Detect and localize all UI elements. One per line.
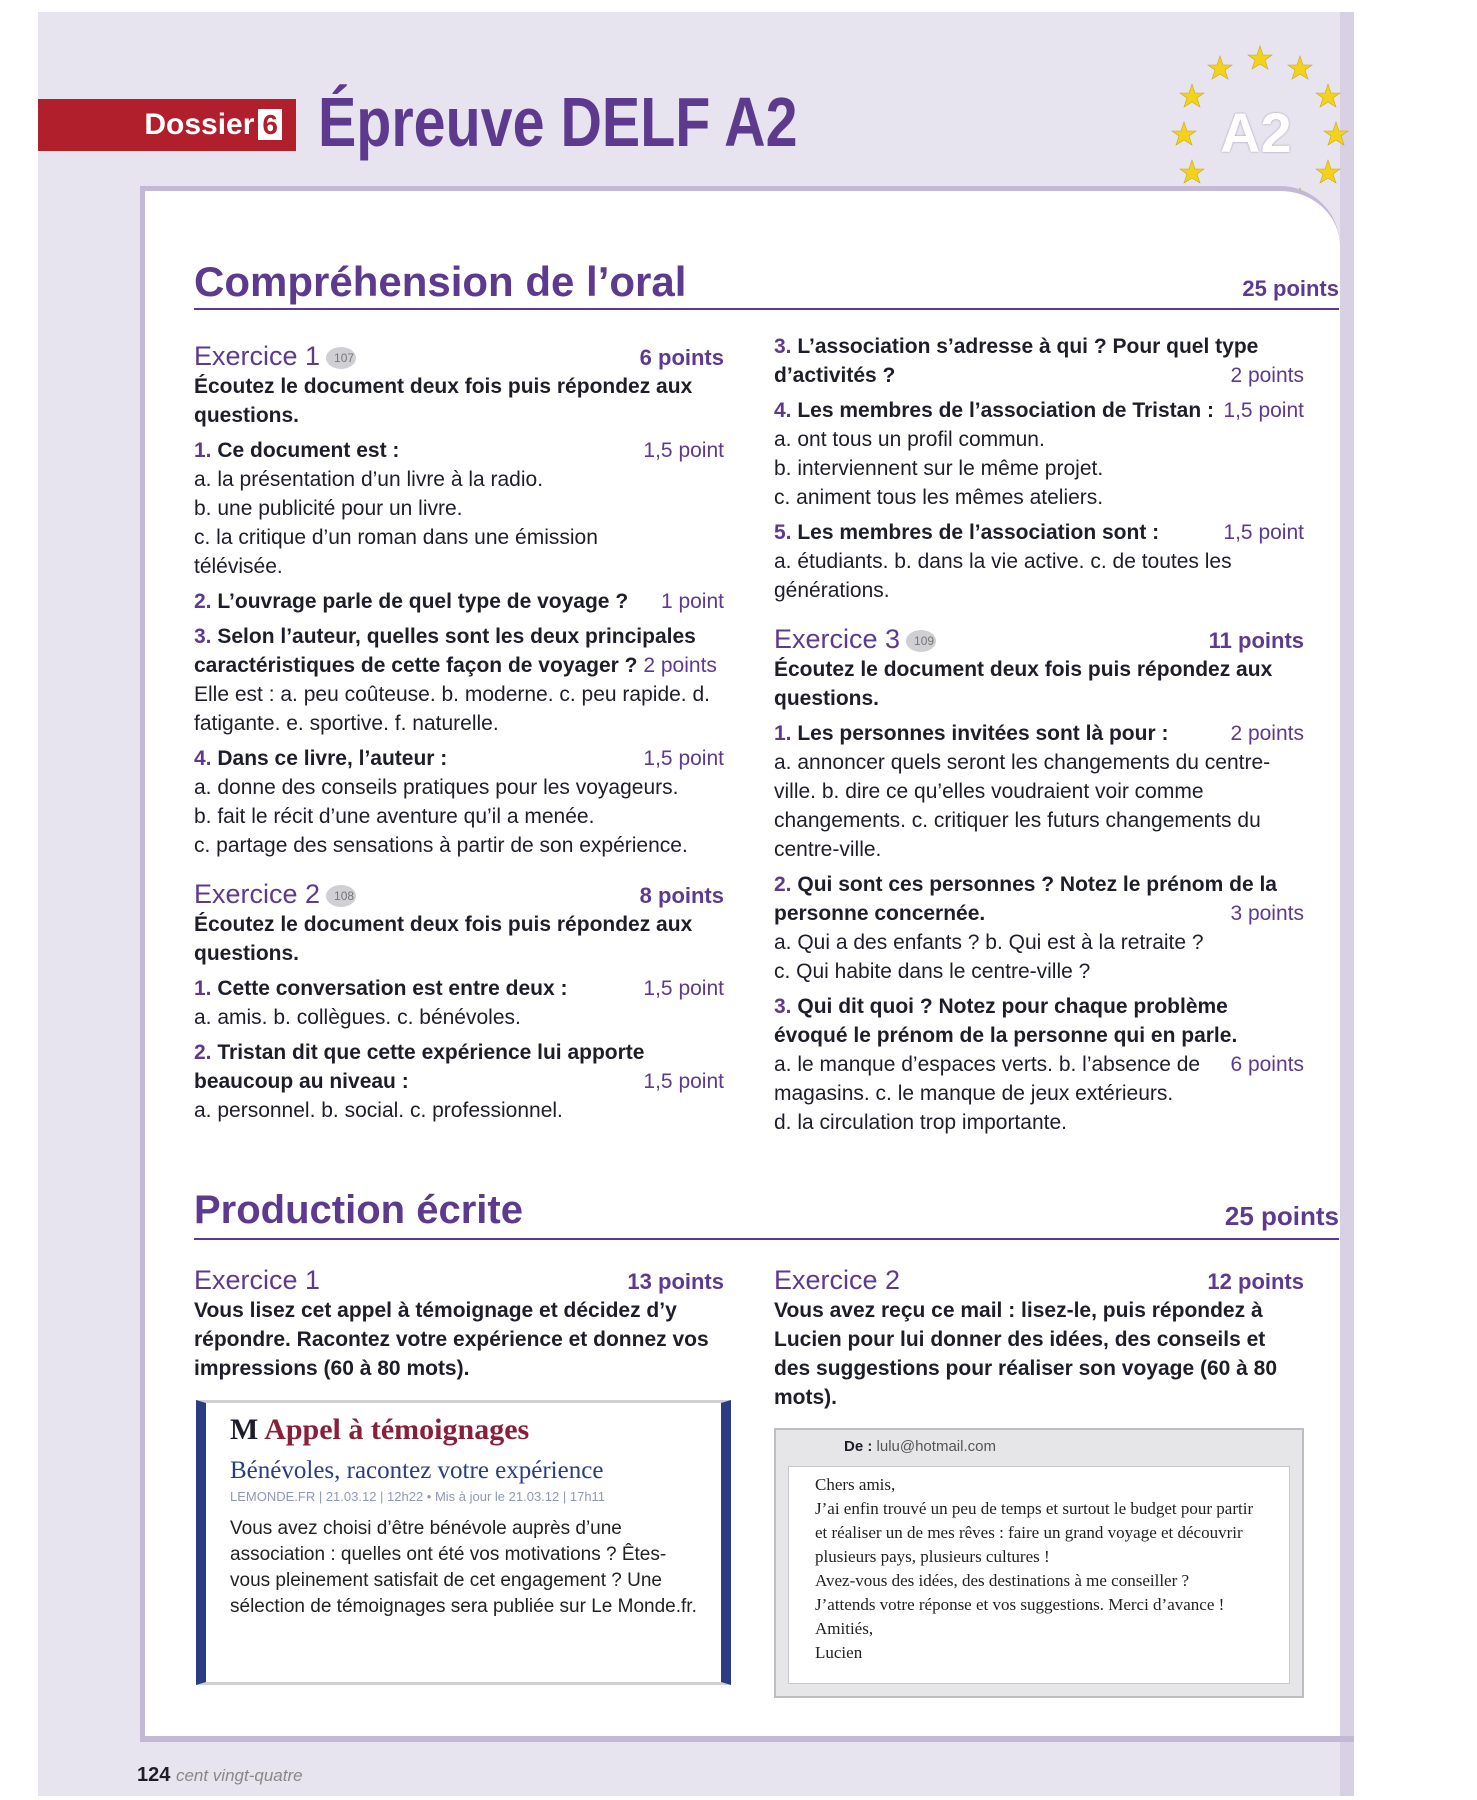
question-points: 1,5 point	[643, 747, 724, 770]
email-body	[788, 1466, 1290, 1684]
question	[774, 719, 1304, 748]
question-text: Les membres de l’association sont :	[797, 521, 1160, 544]
exercise-instruction: Vous lisez cet appel à témoignage et décidez d’y répondre. Racontez votre expérience et donnez vos impressions (60 à 80 mots).	[194, 1299, 709, 1380]
question-text: Cette conversation est entre deux :	[217, 977, 568, 1000]
exercise-points: 12 points	[1207, 1269, 1304, 1294]
exercise-instruction: Écoutez le document deux fois puis répondez aux questions.	[194, 913, 693, 965]
question	[194, 1038, 724, 1096]
page-edge	[1340, 12, 1354, 1796]
answer-option: b. fait le récit d’une aventure qu’il a menée.	[194, 805, 595, 828]
question	[774, 870, 1304, 928]
email-line: Chers amis,	[815, 1475, 896, 1494]
question-text: Selon l’auteur, quelles sont les deux principales caractéristiques de cette façon de voyager ?	[194, 625, 696, 677]
question-number: 3.	[774, 995, 792, 1018]
cd-track-icon: 109	[906, 630, 936, 652]
question	[194, 436, 724, 465]
exercise-title: Exercice 2	[774, 1265, 901, 1295]
exercise-points: 13 points	[627, 1269, 724, 1294]
question-number: 3.	[774, 335, 792, 358]
exercise-2-header	[194, 880, 724, 910]
answer-option: a. la présentation d’un livre à la radio.	[194, 468, 544, 491]
email-from	[844, 1438, 1302, 1455]
exercise-title: Exercice 2	[194, 879, 321, 909]
question-text: L’association s’adresse à qui ? Pour quel type d’activités ?	[774, 335, 1259, 387]
answer-option: a. le manque d’espaces verts. b. l’absence de magasins. c. le manque de jeux extérieurs.	[774, 1053, 1201, 1105]
ecrite-left-column	[194, 1262, 724, 1383]
email-line: Lucien	[815, 1643, 863, 1662]
answer-options: Elle est : a. peu coûteuse. b. moderne. c. peu rapide. d. fatigante. e. sportive. f. naturelle.	[194, 683, 710, 735]
exercise-instruction: Écoutez le document deux fois puis répondez aux questions.	[194, 375, 693, 427]
page-number-words: cent vingt-quatre	[175, 1766, 303, 1785]
box-meta: LEMONDE.FR | 21.03.12 | 12h22 • Mis à jour le 21.03.12 | 17h11	[230, 1489, 606, 1504]
question-number: 3.	[194, 625, 212, 648]
question-number: 1.	[774, 722, 792, 745]
answer-option: c. partage des sensations à partir de son expérience.	[194, 834, 688, 857]
question-number: 2.	[194, 1041, 212, 1064]
box-title-text: Appel à témoignages	[264, 1413, 530, 1446]
answer-options: a. personnel. b. social. c. professionnel.	[194, 1099, 563, 1122]
star-icon	[1324, 122, 1348, 145]
star-icon	[1208, 56, 1232, 79]
question-text: Les personnes invitées sont là pour :	[797, 722, 1169, 745]
question-points: 1,5 point	[643, 439, 724, 462]
question-text: Qui dit quoi ? Notez pour chaque problème évoqué le prénom de la personne qui en parle.	[774, 995, 1238, 1047]
page-number: 124	[137, 1764, 171, 1786]
exercise-instruction: Écoutez le document deux fois puis répondez aux questions.	[774, 658, 1273, 710]
dossier-number: 6	[258, 109, 282, 140]
answer-options: a. annoncer quels seront les changements du centre-ville. b. dire ce qu’elles voudraient voir comme changements. c. critiquer les futurs changements du centre-ville.	[774, 751, 1271, 861]
appel-temoignages-box	[196, 1400, 731, 1685]
question-number: 5.	[774, 521, 792, 544]
star-icon	[1172, 122, 1196, 145]
section-title-ecrite: Production écrite	[194, 1188, 523, 1232]
le-monde-logo-icon: M	[230, 1413, 259, 1446]
exercise-title: Exercice 1	[194, 341, 321, 371]
page-title: Épreuve DELF A2	[318, 83, 798, 161]
answer-option: d. la circulation trop importante.	[774, 1111, 1067, 1134]
answer-options: a. étudiants. b. dans la vie active. c. de toutes les générations.	[774, 550, 1232, 602]
question	[194, 587, 724, 616]
box-subtitle: Bénévoles, racontez votre expérience	[230, 1457, 604, 1484]
email-line: J’attends votre réponse et vos suggestions. Merci d’avance !	[815, 1595, 1225, 1614]
question-number: 2.	[194, 590, 212, 613]
question-points: 1,5 point	[1223, 399, 1304, 422]
question-text: Dans ce livre, l’auteur :	[217, 747, 448, 770]
question	[774, 518, 1304, 547]
exercise-instruction: Vous avez reçu ce mail : lisez-le, puis répondez à Lucien pour lui donner des idées, des conseils et des suggestions pour réaliser son voyage (60 à 80 mots).	[774, 1299, 1278, 1409]
question	[194, 622, 724, 680]
answer-option: c. Qui habite dans le centre-ville ?	[774, 960, 1091, 983]
question-text: L’ouvrage parle de quel type de voyage ?	[217, 590, 629, 613]
question	[194, 744, 724, 773]
question-text: Tristan dit que cette expérience lui apporte beaucoup au niveau :	[194, 1041, 645, 1093]
section-points-ecrite: 25 points	[1224, 1201, 1339, 1231]
cd-track-icon: 107	[326, 347, 356, 369]
exercise-points: 8 points	[639, 883, 724, 908]
exercise-title: Exercice 1	[194, 1265, 321, 1295]
question-text: Les membres de l’association de Tristan :	[797, 399, 1215, 422]
oral-left-column	[194, 338, 724, 1125]
answer-options: a. amis. b. collègues. c. bénévoles.	[194, 1006, 521, 1029]
exercise-points: 11 points	[1208, 628, 1304, 653]
question-number: 4.	[774, 399, 792, 422]
section-points-oral: 25 points	[1242, 276, 1339, 301]
dossier-text: Dossier	[144, 108, 255, 141]
star-icon	[1316, 160, 1340, 183]
question-points: 2 points	[1230, 722, 1304, 745]
question-points: 1,5 point	[1223, 521, 1304, 544]
section-title-oral: Compréhension de l’oral	[194, 258, 687, 305]
star-icon	[1180, 160, 1204, 183]
email-from-address: lulu@hotmail.com	[876, 1438, 996, 1455]
question-points: 1 point	[660, 590, 724, 613]
question-points: 1,5 point	[643, 1070, 724, 1093]
question	[774, 992, 1304, 1076]
cd-track-icon: 108	[326, 885, 356, 907]
email-line: Amitiés,	[815, 1619, 874, 1638]
answer-option: b. interviennent sur le même projet.	[774, 457, 1104, 480]
exercise-header	[194, 1266, 724, 1296]
section-header-ecrite	[194, 1188, 1339, 1240]
question	[194, 974, 724, 1003]
star-icon	[1288, 56, 1312, 79]
email-from-label: De :	[844, 1438, 873, 1455]
email-box	[774, 1428, 1304, 1698]
question-points: 2 points	[643, 654, 717, 677]
email-line: Avez-vous des idées, des destinations à me conseiller ?	[815, 1571, 1190, 1590]
question-text: Qui sont ces personnes ? Notez le prénom de la personne concernée.	[774, 873, 1277, 925]
bottom-band	[140, 1736, 1354, 1742]
page-footer	[137, 1764, 303, 1787]
email-line: J’ai enfin trouvé un peu de temps et surtout le budget pour partir et réaliser un de mes rêves : faire un grand voyage et découvrir plusieurs pays, plusieurs cultures !	[815, 1499, 1254, 1566]
question-number: 2.	[774, 873, 792, 896]
answer-option: c. la critique d’un roman dans une émission télévisée.	[194, 526, 598, 578]
answer-option: a. ont tous un profil commun.	[774, 428, 1045, 451]
exercise-3-header	[774, 625, 1304, 655]
exercise-header	[774, 1266, 1304, 1296]
answer-option: c. animent tous les mêmes ateliers.	[774, 486, 1104, 509]
question	[774, 396, 1304, 425]
exercise-1-header	[194, 342, 724, 372]
answer-option: a. Qui a des enfants ? b. Qui est à la retraite ?	[774, 931, 1204, 954]
section-header-oral	[194, 258, 1339, 310]
question-number: 1.	[194, 439, 212, 462]
star-icon	[1316, 84, 1340, 107]
level-badge: A2	[1220, 101, 1292, 164]
question-number: 1.	[194, 977, 212, 1000]
box-body: Vous avez choisi d’être bénévole auprès d’une association : quelles ont été vos motivations ? Êtes-vous pleinement satisfait de cet engagement ? Une sélection de témoignages sera publiée sur Le Monde.fr.	[230, 1518, 697, 1617]
star-icon	[1180, 84, 1204, 107]
ecrite-right-column	[774, 1262, 1304, 1412]
question-points: 1,5 point	[643, 977, 724, 1000]
question-points: 6 points	[1230, 1053, 1304, 1076]
question-text: Ce document est :	[217, 439, 400, 462]
oral-right-column	[774, 332, 1304, 1137]
question	[774, 332, 1304, 390]
star-icon	[1248, 46, 1272, 69]
box-title	[230, 1413, 697, 1447]
exercise-points: 6 points	[639, 345, 724, 370]
question-number: 4.	[194, 747, 212, 770]
dossier-label	[38, 99, 296, 151]
answer-option: b. une publicité pour un livre.	[194, 497, 463, 520]
exercise-title: Exercice 3	[774, 624, 901, 654]
answer-option: a. donne des conseils pratiques pour les voyageurs.	[194, 776, 679, 799]
question-points: 2 points	[1230, 364, 1304, 387]
question-points: 3 points	[1230, 902, 1304, 925]
